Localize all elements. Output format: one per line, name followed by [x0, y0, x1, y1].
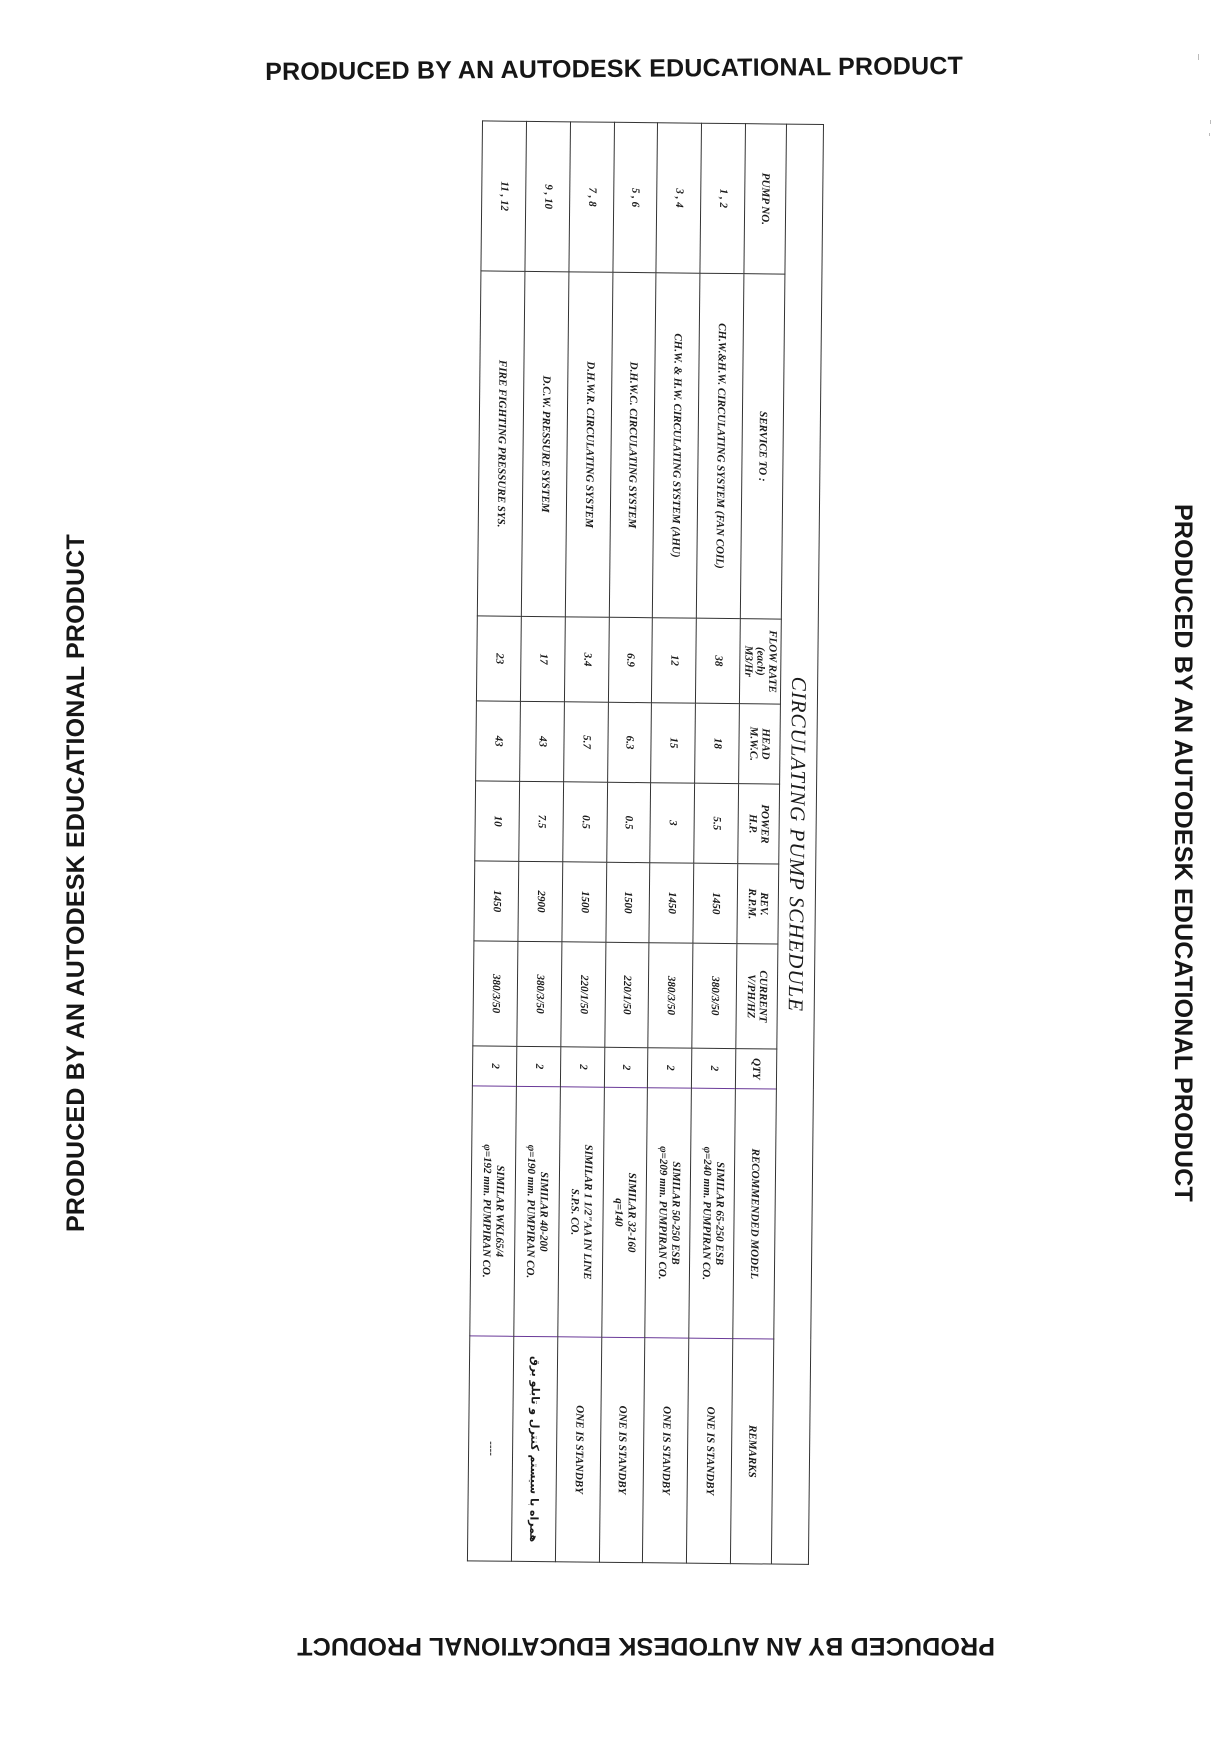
cell-rev: 1450 — [474, 861, 519, 941]
cell-power: 3 — [650, 783, 695, 863]
cell-current: 380/3/50 — [692, 943, 737, 1048]
schedule-title: CIRCULATING PUMP SCHEDULE — [771, 124, 823, 1564]
cell-pump-no: 7 , 8 — [569, 122, 614, 272]
header-service: SERVICE TO : — [740, 274, 785, 619]
cell-head: 18 — [695, 703, 740, 783]
cell-qty: 2 — [560, 1047, 604, 1087]
cell-model-line2: φ=192 mm. PUMPIRAN CO. — [480, 1144, 494, 1278]
cell-qty: 2 — [648, 1048, 692, 1088]
cell-model-line2: S.P.S. CO. — [568, 1188, 581, 1236]
header-flow-rate — [739, 619, 781, 704]
header-flow-line1: FLOW RATE — [766, 630, 779, 693]
header-remarks: REMARKS — [730, 1339, 773, 1565]
cell-rev: 2900 — [518, 861, 563, 941]
cell-current: 220/1/50 — [561, 942, 606, 1047]
header-pump-no: PUMP NO. — [744, 124, 787, 274]
cell-flow: 23 — [476, 616, 521, 701]
cell-model-line2: q=140 — [612, 1198, 625, 1227]
cell-remarks: ---- — [467, 1336, 513, 1562]
cell-model-line2: φ=190 mm. PUMPIRAN CO. — [524, 1144, 538, 1279]
cell-rev: 1500 — [562, 862, 607, 942]
watermark-top: PRODUCED BY AN AUTODESK EDUCATIONAL PRODUCT — [265, 51, 964, 86]
scan-mark — [1209, 133, 1210, 136]
cell-model-line1: SIMILAR 65-250 ESB — [712, 1161, 726, 1266]
cell-model — [470, 1086, 516, 1336]
cell-current: 220/1/50 — [604, 942, 649, 1047]
cell-service: D.H.W.R. CIRCULATING SYSTEM — [565, 272, 612, 617]
cell-remarks: ONE IS STANDBY — [555, 1337, 601, 1563]
cell-flow: 38 — [696, 618, 741, 703]
cell-flow: 17 — [520, 616, 565, 701]
header-current — [736, 944, 778, 1049]
cell-pump-no: 3 , 4 — [656, 123, 701, 273]
cell-power: 10 — [475, 781, 520, 861]
header-rev-line1: REV. — [757, 892, 770, 916]
scan-mark — [1198, 54, 1199, 60]
cell-rev: 1500 — [605, 862, 650, 942]
cell-pump-no: 1 , 2 — [700, 123, 745, 273]
cell-qty: 2 — [472, 1046, 516, 1086]
cell-head: 6.3 — [607, 702, 652, 782]
cell-rev: 1450 — [693, 863, 738, 943]
cell-head: 43 — [519, 701, 564, 781]
cell-model — [514, 1086, 560, 1336]
cell-model-line2: φ=209 mm. PUMPIRAN CO. — [655, 1146, 670, 1280]
cell-current: 380/3/50 — [648, 943, 693, 1048]
cell-current: 380/3/50 — [473, 941, 518, 1046]
cell-service: FIRE FIGHTING PRESSURE SYS. — [477, 271, 524, 616]
header-head-line1: HEAD — [759, 728, 772, 760]
header-current-line1: CURRENT — [756, 970, 770, 1023]
cell-qty: 2 — [516, 1046, 560, 1086]
header-flow-line3: M3/Hr — [742, 645, 755, 677]
cell-qty: 2 — [604, 1047, 648, 1087]
header-power — [738, 784, 780, 864]
cell-power: 0.5 — [562, 782, 607, 862]
cell-model — [689, 1088, 735, 1338]
cell-service: D.H.W.C. CIRCULATING SYSTEM — [609, 272, 656, 617]
pump-schedule-sheet — [467, 120, 824, 1564]
cell-remarks: ONE IS STANDBY — [599, 1337, 645, 1563]
header-head — [739, 704, 781, 784]
pump-schedule-table — [467, 120, 824, 1565]
cell-flow: 12 — [652, 618, 697, 703]
cell-service: CH.W.&H.W. CIRCULATING SYSTEM (FAN COIL) — [696, 273, 743, 618]
watermark-left: PRODUCED BY AN AUTODESK EDUCATIONAL PRODUCT — [62, 534, 90, 1232]
cell-remarks: همراه با سیستم کنترل و تابلو برق — [511, 1336, 557, 1562]
cell-model — [645, 1088, 691, 1338]
cell-model-line1: SIMILAR WKL65/4 — [493, 1165, 507, 1258]
header-current-line2: V/PH/HZ — [744, 974, 758, 1019]
header-rev — [737, 864, 779, 944]
cell-model-line1: SIMILAR 50-250 ESB — [668, 1161, 682, 1265]
cell-pump-no: 5 , 6 — [612, 122, 657, 272]
header-rev-line2: R.P.M. — [745, 888, 758, 920]
cell-head: 15 — [651, 703, 696, 783]
cell-model-line2: φ=240 mm. PUMPIRAN CO. — [699, 1146, 713, 1281]
header-qty: QTY — [735, 1049, 776, 1089]
cell-model — [601, 1087, 647, 1337]
cell-flow: 3.4 — [564, 617, 609, 702]
cell-model-line1: SIMILAR 40-200 — [537, 1171, 551, 1252]
header-head-line2: M.W.C. — [747, 726, 760, 762]
cell-rev: 1450 — [649, 863, 694, 943]
cell-qty: 2 — [692, 1048, 736, 1088]
cell-service: CH.W. & H.W. CIRCULATING SYSTEM (AHU) — [653, 273, 700, 618]
cell-pump-no: 9 , 10 — [525, 121, 570, 271]
scan-mark — [1210, 120, 1211, 124]
watermark-bottom: PRODUCED BY AN AUTODESK EDUCATIONAL PRODUCT — [297, 1632, 995, 1660]
cell-power: 7.5 — [519, 781, 564, 861]
cell-model — [557, 1087, 603, 1337]
cell-power: 5.5 — [694, 783, 739, 863]
header-flow-line2: (each) — [754, 646, 767, 676]
cell-model-line1: SIMILAR 32-160 — [625, 1172, 638, 1253]
cell-head: 5.7 — [563, 702, 608, 782]
header-power-line1: POWER — [758, 804, 771, 844]
header-model: RECOMMENDED MODEL — [733, 1089, 777, 1339]
cell-power: 0.5 — [606, 782, 651, 862]
watermark-right: PRODUCED BY AN AUTODESK EDUCATIONAL PRODUCT — [1169, 504, 1197, 1202]
cell-pump-no: 11 , 12 — [481, 121, 526, 271]
cell-head: 43 — [476, 701, 521, 781]
header-power-line2: H.P. — [746, 814, 759, 834]
cell-current: 380/3/50 — [517, 941, 562, 1046]
cell-service: D.C.W. PRESSURE SYSTEM — [521, 271, 568, 616]
cell-model-line1: SIMILAR 1 1/2"AA IN LINE — [580, 1144, 595, 1280]
cell-remarks: ONE IS STANDBY — [643, 1338, 689, 1564]
cell-remarks: ONE IS STANDBY — [687, 1338, 733, 1564]
cell-flow: 6.9 — [608, 617, 653, 702]
